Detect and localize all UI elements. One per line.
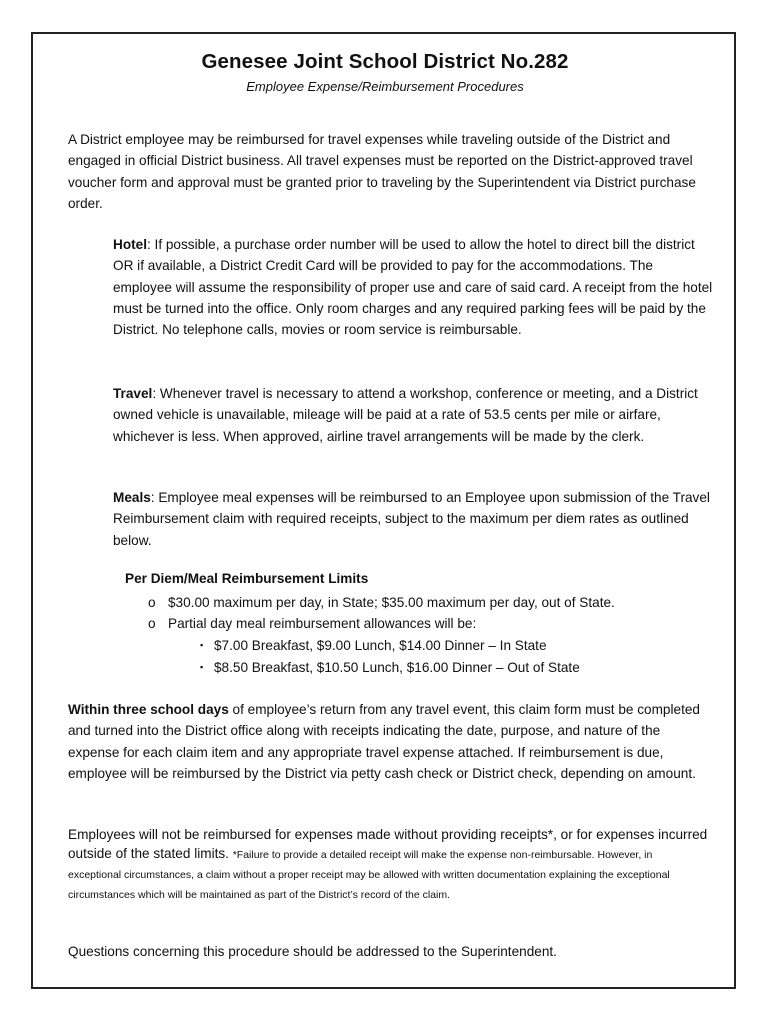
hotel-label: Hotel [113, 237, 147, 252]
document-title: Genesee Joint School District No.282 [201, 50, 569, 73]
submission-lead: Within three school days [68, 702, 229, 717]
circle-bullet-icon: o [148, 616, 156, 631]
limit-subitem-text: $8.50 Breakfast, $10.50 Lunch, $16.00 Dinner – Out of State [214, 660, 580, 675]
limit-item-text: Partial day meal reimbursement allowances will be: [168, 616, 477, 631]
limit-subitem [200, 657, 580, 678]
meals-text: : Employee meal expenses will be reimbursed to an Employee upon submission of the Travel Reimbursement claim with required receipts, subject to the maximum per diem rates as outlined below. [113, 490, 710, 548]
limit-item [148, 613, 476, 634]
receipts-paragraph [68, 825, 708, 904]
meals-label: Meals [113, 490, 151, 505]
hotel-text: : If possible, a purchase order number will be used to allow the hotel to direct bill the district OR if available, a District Credit Card will be provided to pay for the accommodations. The employee will assume the responsibility of proper use and care of said card. A receipt from the hotel must be turned into the office. Only room charges and any required parking fees will be paid by the District. No telephone calls, movies or room service is reimbursable. [113, 237, 713, 338]
limit-subitem [200, 635, 547, 656]
limit-subitem-text: $7.00 Breakfast, $9.00 Lunch, $14.00 Dinner – In State [214, 638, 547, 653]
limit-item [148, 592, 615, 613]
limits-title: Per Diem/Meal Reimbursement Limits [125, 571, 369, 586]
document-subtitle: Employee Expense/Reimbursement Procedures [246, 79, 524, 94]
circle-bullet-icon: o [148, 595, 156, 610]
square-bullet-icon: ▪ [200, 662, 204, 672]
travel-label: Travel [113, 386, 153, 401]
receipts-text: Employees will not be reimbursed for expenses made without providing receipts*, or for expenses incurred outside of the stated limits. [68, 827, 708, 861]
intro-paragraph: A District employee may be reimbursed for travel expenses while traveling outside of the District and engaged in official District business. All travel expenses must be reported on the District-approved travel voucher form and approval must be granted prior to traveling by the Superintendent via District purchase order. [68, 132, 696, 211]
meals-paragraph [113, 487, 713, 551]
travel-text: : Whenever travel is necessary to attend a workshop, conference or meeting, and a District owned vehicle is unavailable, mileage will be paid at a rate of 53.5 cents per mile or airfare, whichever is less. When approved, airline travel arrangements will be made by the clerk. [113, 386, 698, 444]
submission-text: of employee’s return from any travel event, this claim form must be completed and turned into the District office along with receipts indicating the date, purpose, and nature of the expense for each claim item and any appropriate travel expense attached. If reimbursement is due, employee will be reimbursed by the District via petty cash check or District check, depending on amount. [68, 702, 700, 781]
questions-paragraph: Questions concerning this procedure should be addressed to the Superintendent. [68, 944, 557, 959]
limit-item-text: $30.00 maximum per day, in State; $35.00 maximum per day, out of State. [168, 595, 615, 610]
hotel-paragraph [113, 234, 713, 340]
submission-paragraph [68, 699, 708, 784]
square-bullet-icon: ▪ [200, 640, 204, 650]
travel-paragraph [113, 383, 713, 447]
receipts-footnote: *Failure to provide a detailed receipt will make the expense non-reimbursable. However, in exceptional circumstances, a claim without a proper receipt may be allowed with written documentation explaining the exceptional circumstances which will be maintained as part of the District’s record of the claim. [68, 849, 670, 901]
